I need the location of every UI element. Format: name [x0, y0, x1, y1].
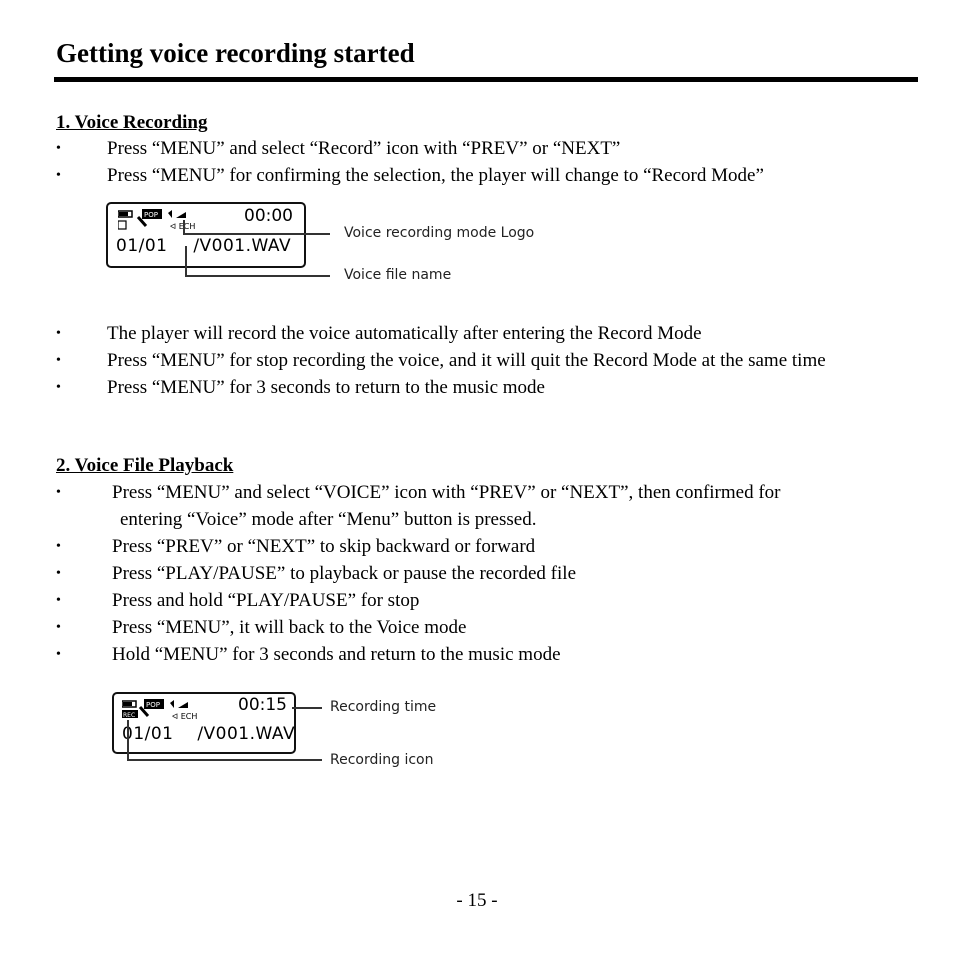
list-item: • Hold “MENU” for 3 seconds and return to the music mode [56, 641, 906, 668]
section1-notes-list [56, 320, 906, 401]
bullet-icon: • [56, 380, 61, 395]
bullet-icon: • [56, 141, 61, 156]
lcd-filename: /V001.WAV [193, 236, 292, 256]
lcd-figure-record-mode [104, 200, 564, 292]
callout-file-name: Voice file name [344, 267, 452, 283]
callout-recording-icon: Recording icon [330, 752, 434, 768]
title-rule [54, 77, 918, 82]
section2-steps-list [56, 479, 906, 668]
svg-text:REC: REC [123, 712, 136, 719]
list-item: • Press “MENU” for stop recording the voice, and it will quit the Record Mode at the same time [56, 347, 906, 374]
svg-text:POP: POP [146, 701, 160, 709]
bullet-icon: • [56, 353, 61, 368]
lcd-filename: /V001.WAV [197, 724, 296, 744]
svg-text:POP: POP [144, 211, 158, 219]
list-item: • Press “MENU” and select “VOICE” icon with “PREV” or “NEXT”, then confirmed for entering “Voice” mode after “Menu” button is pressed. [56, 479, 906, 533]
list-item: • Press “PLAY/PAUSE” to playback or pause the recorded file [56, 560, 906, 587]
svg-text:ᐊ ECH: ᐊ ECH [170, 222, 196, 231]
page-number: - 15 - [456, 890, 498, 911]
list-item: • Press “PREV” or “NEXT” to skip backward or forward [56, 533, 906, 560]
list-item: • Press and hold “PLAY/PAUSE” for stop [56, 587, 906, 614]
list-item: • The player will record the voice automatically after entering the Record Mode [56, 320, 906, 347]
bullet-icon: • [56, 647, 61, 662]
page-title: Getting voice recording started [56, 38, 415, 68]
lcd-counter: 01/01 [122, 724, 174, 744]
callout-recording-time: Recording time [330, 699, 437, 715]
list-item: • Press “MENU” for 3 seconds to return to the music mode [56, 374, 906, 401]
list-item: • Press “MENU”, it will back to the Voice mode [56, 614, 906, 641]
lcd-clock: 00:00 [244, 206, 293, 226]
bullet-icon: • [56, 168, 61, 183]
svg-text:ᐊ ECH: ᐊ ECH [172, 712, 198, 721]
bullet-icon: • [56, 326, 61, 341]
bullet-icon: • [56, 620, 61, 635]
section-heading-voice-playback: 2. Voice File Playback [56, 455, 234, 476]
bullet-icon: • [56, 485, 61, 500]
lcd-clock: 00:15 [238, 695, 287, 715]
section-heading-voice-recording: 1. Voice Recording [56, 112, 208, 133]
list-item: • Press “MENU” and select “Record” icon with “PREV” or “NEXT” [56, 135, 906, 162]
lcd-counter: 01/01 [116, 236, 168, 256]
lcd-figure-recording [110, 690, 450, 776]
bullet-icon: • [56, 566, 61, 581]
callout-lines [104, 200, 564, 292]
bullet-icon: • [56, 593, 61, 608]
callout-record-logo: Voice recording mode Logo [344, 225, 535, 241]
bullet-icon: • [56, 539, 61, 554]
list-item: • Press “MENU” for confirming the selection, the player will change to “Record Mode” [56, 162, 906, 189]
section1-steps-list [56, 135, 906, 189]
